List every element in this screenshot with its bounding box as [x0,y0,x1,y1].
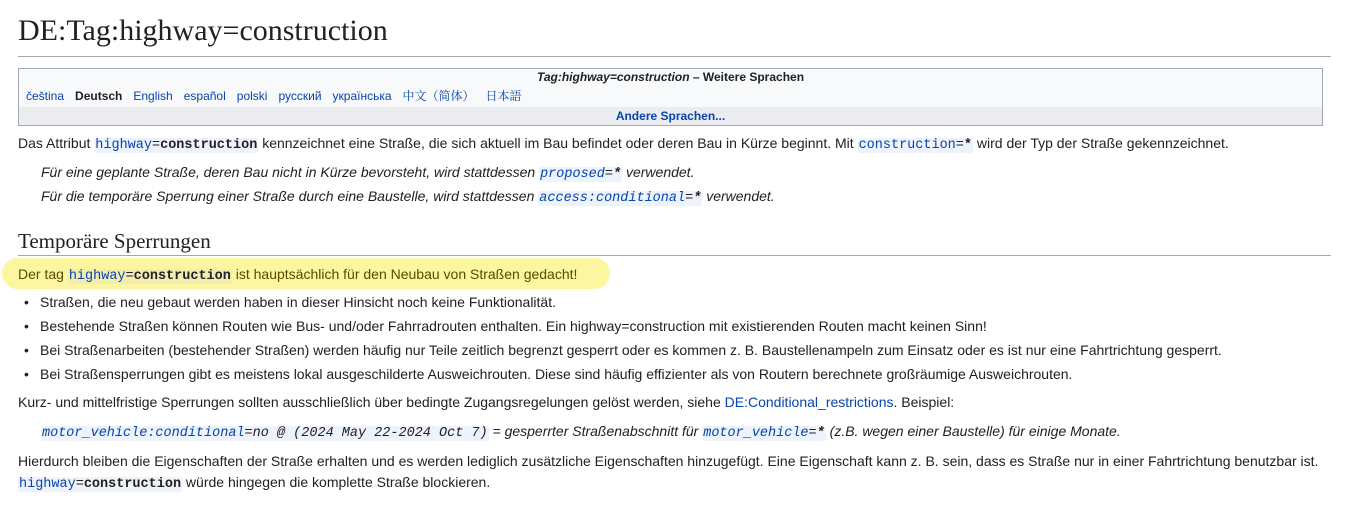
language-link[interactable]: українська [332,89,392,103]
tag-proposed[interactable]: proposed=* [540,167,622,182]
bullet-list [24,292,1222,388]
language-links [26,89,533,103]
tag-highway-construction[interactable]: highway=construction [95,138,258,153]
summary-line-1: Hierdurch bleiben die Eigenschaften der Straße erhalten und es werden lediglich zusätzliche Eigenschaften hinzugefügt. Eine Eigenschaft kann z. B. sein, dass es Straße nur in einer Fahrtrichtung benutzbar ist. [18,453,1319,469]
language-link[interactable]: 日本語 [485,89,522,103]
note-proposed: Für eine geplante Straße, deren Bau nicht in Kürze bevorsteht, wird stattdessen proposed=* verwendet. [41,164,695,182]
highlight-text: Der tag highway=construction ist hauptsächlich für den Neubau von Straßen gedacht! [18,266,578,284]
list-item: • Bei Straßensperrungen gibt es meistens lokal ausgeschilderte Ausweichrouten. Diese sind häufig effizienter als von Routern berechnete großräumige Ausweichrouten. [24,364,1222,388]
list-item: • Bestehende Straßen können Routen wie Bus- und/oder Fahrradrouten enthalten. Ein highway=construction mit existierenden Routen macht keinen Sinn! [24,316,1222,340]
conditional-paragraph: Kurz- und mittelfristige Sperrungen sollten ausschließlich über bedingte Zugangsregelungen gelöst werden, siehe DE:Conditional_restrictions. Beispiel: [18,394,955,410]
language-link[interactable]: русский [278,89,322,103]
tag-construction-any[interactable]: construction=* [858,138,972,153]
language-link[interactable]: español [183,89,226,103]
conditional-restrictions-link[interactable]: DE:Conditional_restrictions [724,394,894,410]
tag-highway-construction-hl[interactable]: highway=construction [68,269,231,284]
language-link: Deutsch [75,89,123,103]
note-access-conditional: Für die temporäre Sperrung einer Straße durch eine Baustelle, wird stattdessen access:conditional=* verwendet. [41,188,775,206]
summary-line-2: highway=construction würde hingegen die komplette Straße blockieren. [19,474,491,492]
tag-motor-vehicle-conditional[interactable]: motor_vehicle:conditional=no @ (2024 May 22-2024 Oct 7) [42,426,488,441]
intro-paragraph: Das Attribut highway=construction kennzeichnet eine Straße, die sich aktuell im Bau befindet oder deren Bau in Kürze beginnt. Mit construction=* wird der Typ der Straße gekennzeichnet. [18,135,1229,153]
language-box-title: Tag:highway=construction – Weitere Sprachen [536,70,805,84]
language-link[interactable]: polski [236,89,268,103]
more-languages-link[interactable]: Andere Sprachen... [615,109,726,123]
tag-motor-vehicle[interactable]: motor_vehicle=* [703,426,825,441]
tag-access-conditional[interactable]: access:conditional=* [539,191,702,206]
list-item: • Straßen, die neu gebaut werden haben in dieser Hinsicht noch keine Funktionalität. [24,292,1222,316]
list-item: • Bei Straßenarbeiten (bestehender Straßen) werden häufig nur Teile zeitlich begrenzt gesperrt oder es kommen z. B. Baustellenampeln zum Einsatz oder es ist nur eine Fahrtrichtung gesperrt. [24,340,1222,364]
page-title: DE:Tag:highway=construction [18,12,1331,57]
language-link[interactable]: čeština [26,89,65,103]
language-link[interactable]: English [133,89,173,103]
language-link[interactable]: 中文（简体） [402,89,475,103]
tag-highway-construction-2[interactable]: highway=construction [19,477,182,492]
language-box [18,68,1323,126]
example-line: motor_vehicle:conditional=no @ (2024 May 22-2024 Oct 7) = gesperrter Straßenabschnitt für motor_vehicle=* (z.B. wegen einer Baustelle) für einige Monate. [42,423,1121,441]
section-heading: Temporäre Sperrungen [18,228,1331,256]
